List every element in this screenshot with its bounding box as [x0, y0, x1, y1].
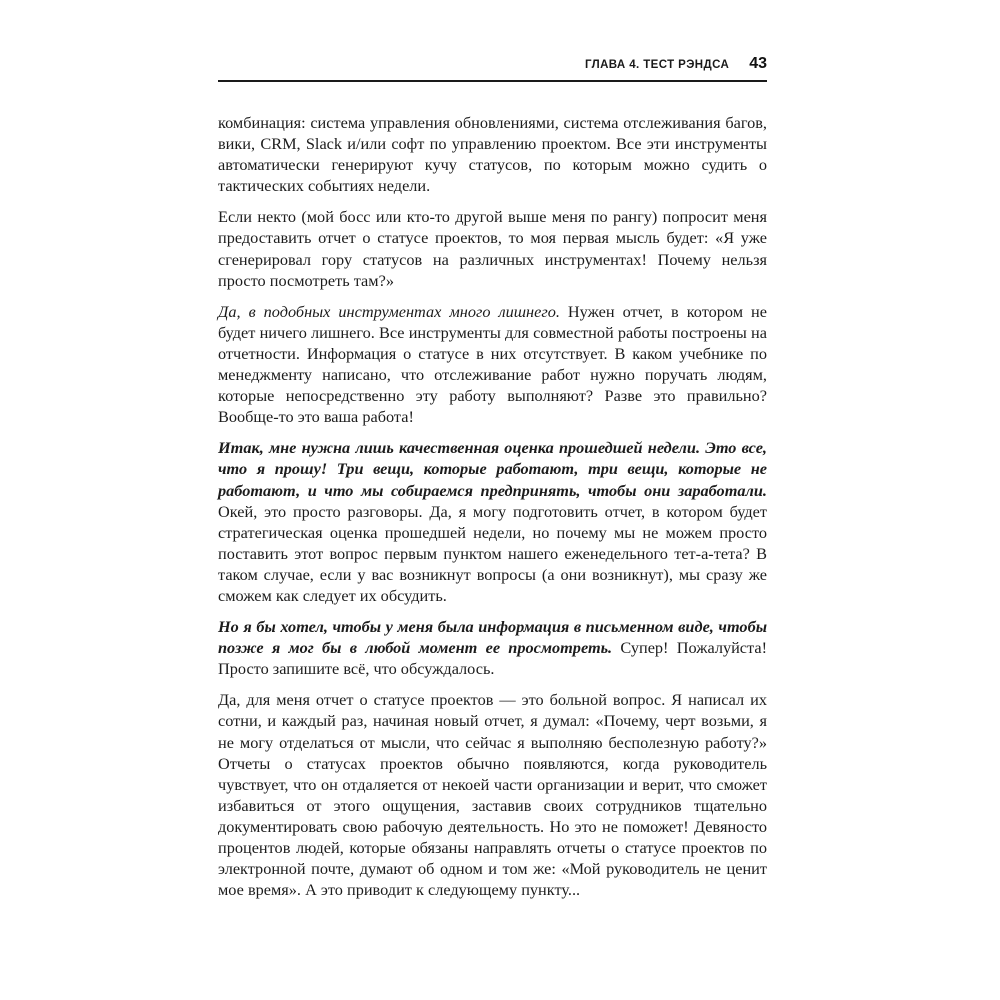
text-run: Да, в подобных инструментах много лишнего. — [218, 301, 560, 321]
paragraph — [218, 112, 767, 196]
paragraph — [218, 689, 767, 900]
text-run: Окей, это просто разговоры. Да, я могу подготовить отчет, в котором будет стратегическая оценка прошедшей недели, но почему мы не можем просто поставить этот вопрос первым пунктом нашего еженедельного тет-а-тета? В таком случае, если у вас возникнут вопросы (а они возникнут), мы сразу же сможем как следует их обсудить. — [218, 501, 767, 605]
running-header — [218, 55, 767, 82]
page-body — [218, 112, 767, 910]
paragraph — [218, 301, 767, 428]
paragraph — [218, 437, 767, 606]
paragraph — [218, 206, 767, 290]
text-run: комбинация: система управления обновлениями, система отслеживания багов, вики, CRM, Slack и/или софт по управлению проектом. Все эти инструменты автоматически генерируют кучу статусов, по которым можно судить о тактических событиях недели. — [218, 113, 767, 196]
text-run: Итак, мне нужна лишь качественная оценка прошедшей недели. Это все, что я прошу! Три вещи, которые работают, три вещи, которые не работают, и что мы собираемся предпринять, чтобы они заработали. — [218, 438, 767, 500]
paragraph — [218, 616, 767, 679]
chapter-title: ГЛАВА 4. ТЕСТ РЭНДСА — [584, 59, 730, 71]
text-run: Да, для меня отчет о статусе проектов — это больной вопрос. Я написал их сотни, и каждый раз, начиная новый отчет, я думал: «Почему, черт возьми, я не могу отделаться от мысли, что сейчас я выполняю бесполезную работу?» Отчеты о статусах проектов обычно появляются, когда руководитель чувствует, что он отдаляется от некоей части организации и верит, что сможет избавиться от этого ощущения, заставив своих сотрудников тщательно документировать свою рабочую деятельность. Но это не поможет! Девяносто процентов людей, которые обязаны направлять отчеты о статусе проектов по электронной почте, думают об одном и том же: «Мой руководитель не ценит мое время». А это приводит к следующему пункту... — [218, 690, 767, 900]
text-run: Но я бы хотел, чтобы у меня была информация в письменном виде, чтобы позже я мог бы в любой момент ее просмотреть. — [218, 617, 767, 658]
text-run: Нужен отчет, в котором не будет ничего лишнего. Все инструменты для совместной работы построены на отчетности. Информация о статусе в них отсутствует. В каком учебнике по менеджменту написано, что отслеживание работ нужно поручать людям, которые непосредственно эту работу выполняют? Разве это правильно? Вообще-то это ваша работа! — [218, 301, 767, 427]
text-run: Супер! Пожалуйста! Просто запишите всё, что обсуждалось. — [218, 638, 767, 679]
page-number: 43 — [749, 55, 767, 72]
text-run: Если некто (мой босс или кто-то другой выше меня по рангу) попросит меня предоставить отчет о статусе проектов, то моя первая мысль будет: «Я уже сгенерировал гору статусов на различных инструментах! Почему нельзя просто посмотреть там?» — [218, 207, 767, 290]
